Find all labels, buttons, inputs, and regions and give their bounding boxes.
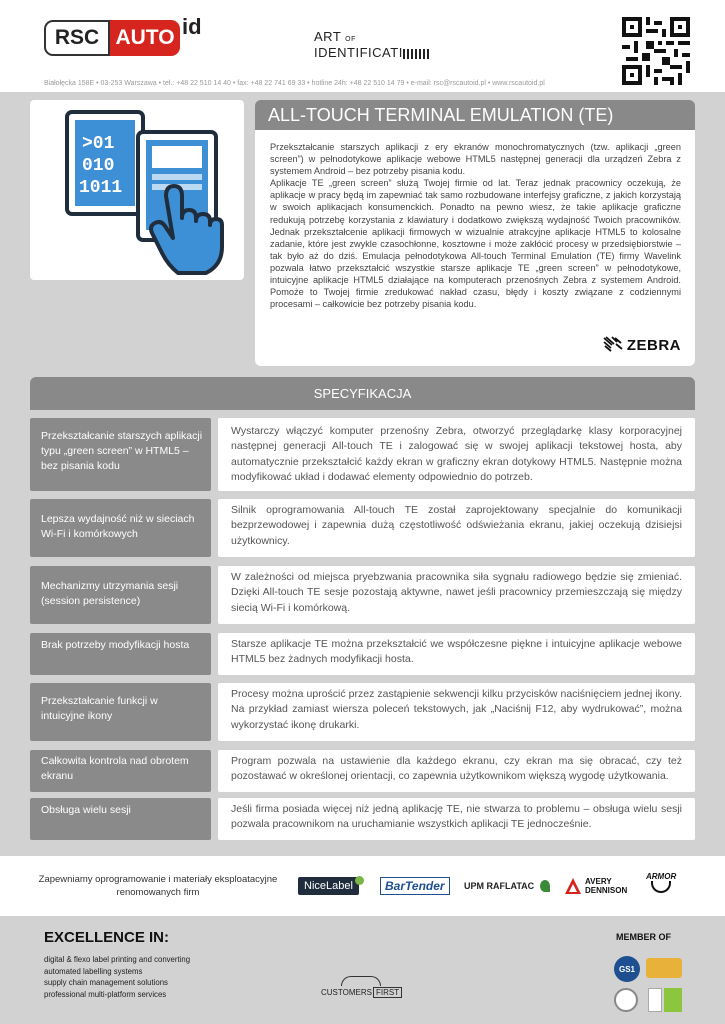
spec-label: Przekształcanie starszych aplikacji typu „green screen” w HTML5 – bez pisania kodu	[30, 418, 211, 491]
avery-line-2: DENNISON	[585, 886, 628, 895]
spec-label: Obsługa wielu sesji	[30, 798, 211, 840]
spec-row	[30, 633, 695, 675]
page-title: ALL-TOUCH TERMINAL EMULATION (TE)	[255, 100, 695, 130]
logo-rsc-text: RSC	[44, 20, 110, 56]
armor-logo-text: ARMOR	[646, 872, 677, 881]
contact-line: Białołęcka 158E • 03-253 Warszawa • tel.: +48 22 510 14 40 • fax: +48 22 741 69 33 • hotline 24h: +48 22 510 14 79 • e-mail: rsc@rscautoid.pl • www.rscautoid.pl	[44, 80, 545, 87]
logo-id-text: id	[182, 14, 202, 39]
spec-label: Całkowita kontrola nad obrotem ekranu	[30, 750, 211, 792]
spec-row	[30, 798, 695, 840]
avery-dennison-logo[interactable]	[564, 874, 627, 898]
gs1-logo[interactable]	[614, 956, 640, 982]
spec-text: Jeśli firma posiada więcej niż jedną aplikację TE, nie stwarza to problemu – obsługa wielu sesji pozwala pracownikom na uruchamianie wszystkich aplikacji TE jednocześnie.	[218, 798, 695, 840]
excellence-heading: EXCELLENCE IN:	[44, 929, 170, 946]
zebra-logo	[603, 336, 681, 354]
avery-line-1: AVERY	[585, 877, 612, 886]
aoi-art: ART	[314, 29, 342, 44]
member-badge-icon	[648, 988, 662, 1012]
spec-label: Brak potrzeby modyfikacji hosta	[30, 633, 211, 675]
aoi-identification: IDENTIFICATI	[314, 45, 403, 60]
art-of-identification-logo	[314, 30, 431, 59]
spec-label: Mechanizmy utrzymania sesji (session persistence)	[30, 566, 211, 624]
excellence-list	[44, 954, 190, 1000]
qr-code-icon[interactable]	[622, 17, 690, 85]
specification-heading: SPECYFIKACJA	[30, 377, 695, 410]
upm-leaf-icon	[540, 880, 550, 892]
avery-triangle-icon	[564, 877, 582, 895]
nicelabel-dot-icon	[355, 876, 364, 885]
excellence-item: digital & flexo label printing and converting	[44, 955, 191, 964]
partner-logos-strip	[0, 869, 725, 903]
excellence-item: professional multi-platform services	[44, 989, 167, 999]
hero-image-panel	[30, 100, 244, 280]
touch-terminal-icon	[30, 100, 244, 280]
member-of-heading: MEMBER OF	[616, 932, 671, 942]
spec-text: Silnik oprogramowania All-touch TE został zaprojektowany specjalnie do komunikacji bezprzewodowej i zapewnia dużą częstotliwość odświeżania ekranu, jakiej oczekują dzisiejsi użytkownicy.	[218, 499, 695, 557]
binary-line-1: >01	[82, 134, 115, 154]
excellence-item: supply chain management solutions	[44, 978, 168, 987]
association-logo	[646, 958, 682, 978]
spec-label: Przekształcanie funkcji w intuicyjne ikony	[30, 683, 211, 741]
customers-first-logo	[321, 976, 402, 997]
gs1-logo-text: GS1	[618, 964, 635, 974]
nicelabel-logo[interactable]	[298, 874, 364, 898]
spec-text: W zależności od miejsca pryebzwania pracownika siła sygnału radiowego będzie się zmieniać. Dzięki All-touch TE sesje pozostają aktywne, nawet jeśli pracownicy przemieszczają się między siecią Wi-Fi i komórkową.	[218, 566, 695, 624]
bartender-logo[interactable]	[380, 874, 450, 898]
nicelabel-logo-text: NiceLabel	[298, 877, 359, 895]
upm-raflatac-logo[interactable]	[464, 874, 550, 898]
spec-row	[30, 499, 695, 557]
bartender-logo-text: BarTender	[380, 877, 450, 895]
spec-text: Wystarczy włączyć komputer przenośny Zebra, otworzyć przeglądarkę klasy korporacyjnej następnej generacji All-touch TE i zalogować się w swojej aplikacji tekstowej hosta, aby automatycznie przekształcić każdy ekran w graficzny ekran dotykowy HTML5. Następnie można modyfikować układ i dodawać elementy odpowiednio do potrzeb.	[218, 418, 695, 491]
rsc-auto-id-logo[interactable]	[44, 14, 202, 56]
armor-swoosh-icon	[651, 881, 671, 893]
customers-first-arc-icon	[341, 976, 381, 986]
upm-logo-text: UPM RAFLATAC	[464, 881, 535, 891]
logo-auto-text: AUTO	[110, 20, 180, 56]
spec-text: Program pozwala na ustawienie dla każdego ekranu, czy ekran ma się obracać, czy też pozostawać w określonej orientacji, co zapewnia użytkownikom większą wygodę użytkowania.	[218, 750, 695, 792]
binary-line-2: 010	[82, 156, 115, 176]
excellence-item: automated labelling systems	[44, 966, 143, 976]
spec-row	[30, 683, 695, 741]
aoi-of: OF	[345, 36, 356, 43]
spec-row	[30, 566, 695, 624]
intro-text-box	[255, 130, 695, 366]
spec-text: Procesy można uprościć przez zastąpienie sekwencji kilku przycisków naciśnięciem jednej ikony. Na przykład zamiast wiersza poleceń tekstowych, jak „Naciśnij F12, aby wydrukować”, można wykorzystać ikonę drukarki.	[218, 683, 695, 741]
partners-text: Zapewniamy oprogramowanie i materiały eksploatacyjne renomowanych firm	[38, 874, 278, 898]
spec-row	[30, 418, 695, 491]
zebra-head-icon	[603, 336, 623, 354]
binary-line-3: 1011	[79, 178, 123, 198]
first-text: FIRST	[373, 987, 402, 998]
member-green-badge-icon	[664, 988, 682, 1012]
spec-text: Starsze aplikacje TE można przekształcić we współczesne piękne i intuicyjne aplikacje webowe HTML5 bez żadnych modyfikacji hosta.	[218, 633, 695, 675]
barcode-icon	[403, 49, 431, 59]
armor-logo[interactable]	[646, 872, 676, 900]
intro-paragraph-2: Aplikacje TE „green screen” służą Twojej firmie od lat. Teraz jednak pracownicy oczekują, że aplikacje w pracy będą im zapewniać tak samo rozbudowane interfejsy graficzne, z jakich korzystają w swoich aplikacjach konsumenckich. Ponadto na pewno wiesz, że takie aplikacje graficzne redukują potrzebę korzystania z klawiatury i dodatkowo zwiększą wydajność Twoich pracowników. Jednak przekształcenie aplikacji firmowych w wizualnie atrakcyjne aplikacje HTML5 to kolosalne zadanie, które jest zwykle czasochłonne, kosztowne i może zakłócić procesy w przedsiębiorstwie – tak było aż do dziś. Emulacja pełnodotykowa All-touch Terminal Emulation (TE) firmy Wavelink pozwala łatwo przekształcić wszystkie starsze aplikacje TE „green screen” w pełnodotykowe, intuicyjne aplikacje HTML5 działające na komputerach przenośnych Zebra z systemem Android. Pomoże to Twojej firmie zredukować nakład czasu, błędy i koszty związane z codziennymi procesami – całkowicie bez potrzeby pisania kodu.	[270, 178, 681, 310]
spec-row	[30, 750, 695, 792]
intro-paragraph-1: Przekształcanie starszych aplikacji z ery ekranów monochromatycznych (tzw. aplikacji „green screen”) w pełnodotykowe aplikacje webowe HTML5 następnej generacji dla urządzeń Zebra z systemem Android – bez potrzeby pisania kodu.	[270, 142, 681, 177]
zebra-logo-text: ZEBRA	[626, 336, 681, 354]
page-header	[0, 0, 725, 92]
certification-seal-icon	[614, 988, 638, 1012]
customers-text: CUSTOMERS	[321, 988, 372, 997]
spec-label: Lepsza wydajność niż w sieciach Wi-Fi i komórkowych	[30, 499, 211, 557]
page-footer	[0, 916, 725, 1024]
